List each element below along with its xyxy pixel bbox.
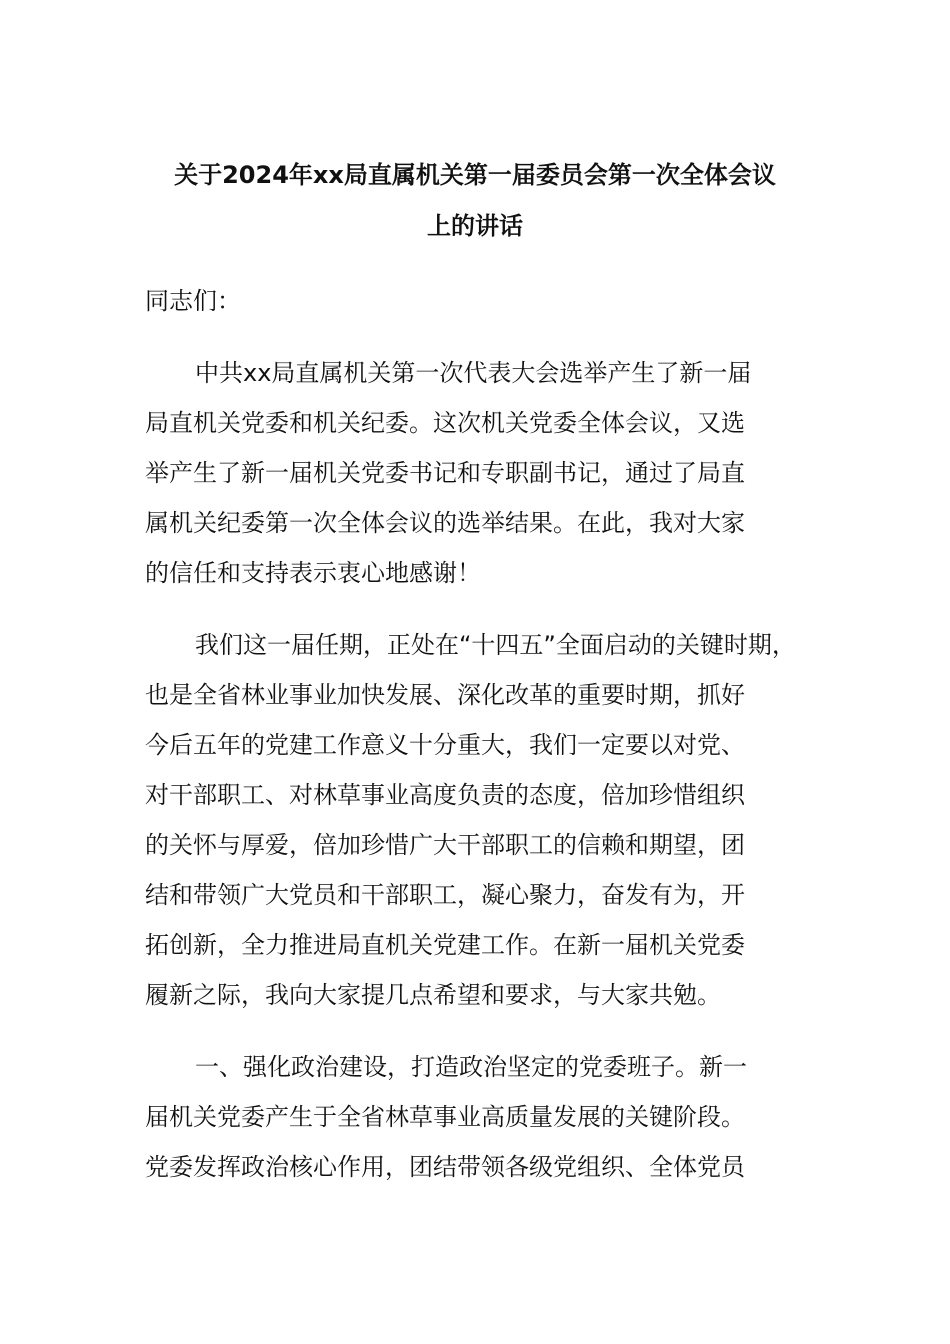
paragraph-2-line: 我们这一届任期，正处在“十四五”全面启动的关键时期， — [195, 631, 796, 659]
paragraph-3-line: 一、强化政治建设，打造政治坚定的党委班子。新一 — [195, 1053, 747, 1081]
document-title-line-2: 上的讲话 — [427, 212, 523, 240]
paragraph-1-line: 中共xx局直属机关第一次代表大会选举产生了新一届 — [195, 359, 752, 387]
paragraph-3-line: 党委发挥政治核心作用，团结带领各级党组织、全体党员 — [145, 1153, 745, 1181]
paragraph-2-line: 对干部职工、对林草事业高度负责的态度，倍加珍惜组织 — [145, 781, 745, 809]
paragraph-1-line: 属机关纪委第一次全体会议的选举结果。在此，我对大家 — [145, 509, 745, 537]
paragraph-1-line: 的信任和支持表示衷心地感谢！ — [145, 559, 481, 587]
paragraph-2-line: 结和带领广大党员和干部职工，凝心聚力，奋发有为，开 — [145, 881, 745, 909]
paragraph-2-line: 今后五年的党建工作意义十分重大，我们一定要以对党、 — [145, 731, 745, 759]
paragraph-1-line: 举产生了新一届机关党委书记和专职副书记，通过了局直 — [145, 459, 745, 487]
paragraph-2-line: 履新之际，我向大家提几点希望和要求，与大家共勉。 — [145, 981, 721, 1009]
document-title-line-1: 关于2024年xx局直属机关第一届委员会第一次全体会议 — [174, 161, 776, 189]
paragraph-3-line: 届机关党委产生于全省林草事业高质量发展的关键阶段。 — [145, 1103, 745, 1131]
paragraph-1-line: 局直机关党委和机关纪委。这次机关党委全体会议，又选 — [145, 409, 745, 437]
paragraph-2-line: 的关怀与厚爱，倍加珍惜广大干部职工的信赖和期望，团 — [145, 831, 745, 859]
salutation: 同志们： — [145, 287, 241, 315]
paragraph-2-line: 拓创新，全力推进局直机关党建工作。在新一届机关党委 — [145, 931, 745, 959]
paragraph-2-line: 也是全省林业事业加快发展、深化改革的重要时期，抓好 — [145, 681, 745, 709]
